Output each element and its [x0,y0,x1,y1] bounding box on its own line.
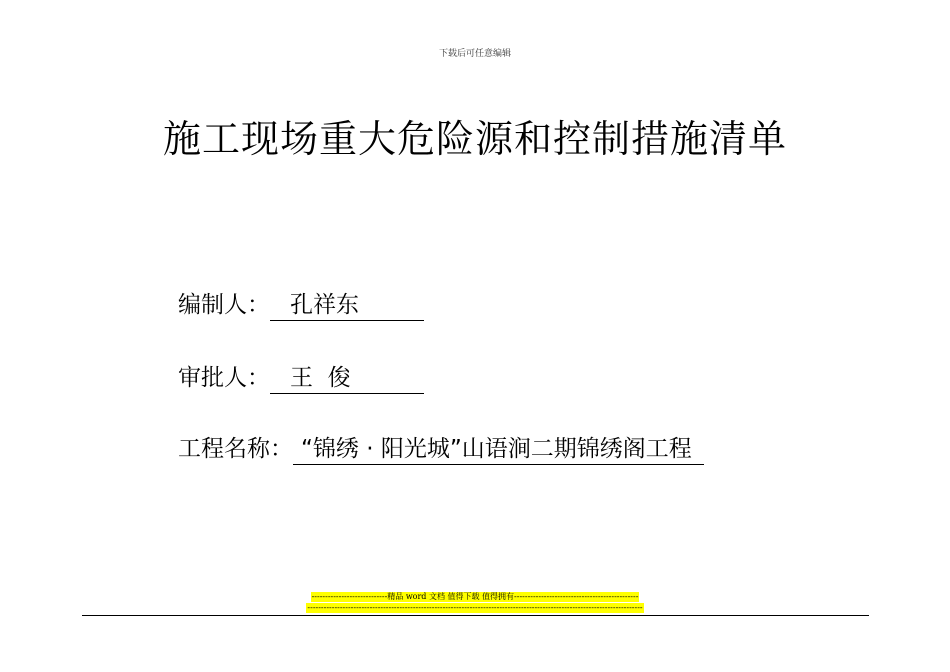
approver-label: 审批人： [178,365,270,391]
project-name-value: “锦绣 · 阳光城”山语涧二期锦绣阁工程 [293,434,704,465]
footer-banner-text1: ----------------------------精品 word 文档 值得下载 值得拥有---------------------------------------------- [311,592,639,601]
compiler-value: 孔祥东 [270,290,424,321]
footer-rule [82,615,869,616]
document-title: 施工现场重大危险源和控制措施清单 [162,117,787,161]
footer-banner-text2: ---------------------------------------------------------------------------------------------------------------------------- [307,603,643,612]
field-approver [178,359,424,394]
compiler-label: 编制人： [178,292,270,318]
project-name-label: 工程名称： [178,436,293,462]
footer-banner-line2 [0,603,950,613]
approver-value: 王 俊 [270,363,424,394]
field-project-name [178,430,704,465]
footer-banner-line1 [0,592,950,602]
field-compiler [178,286,424,321]
header-note: 下载后可任意编辑 [438,49,511,59]
